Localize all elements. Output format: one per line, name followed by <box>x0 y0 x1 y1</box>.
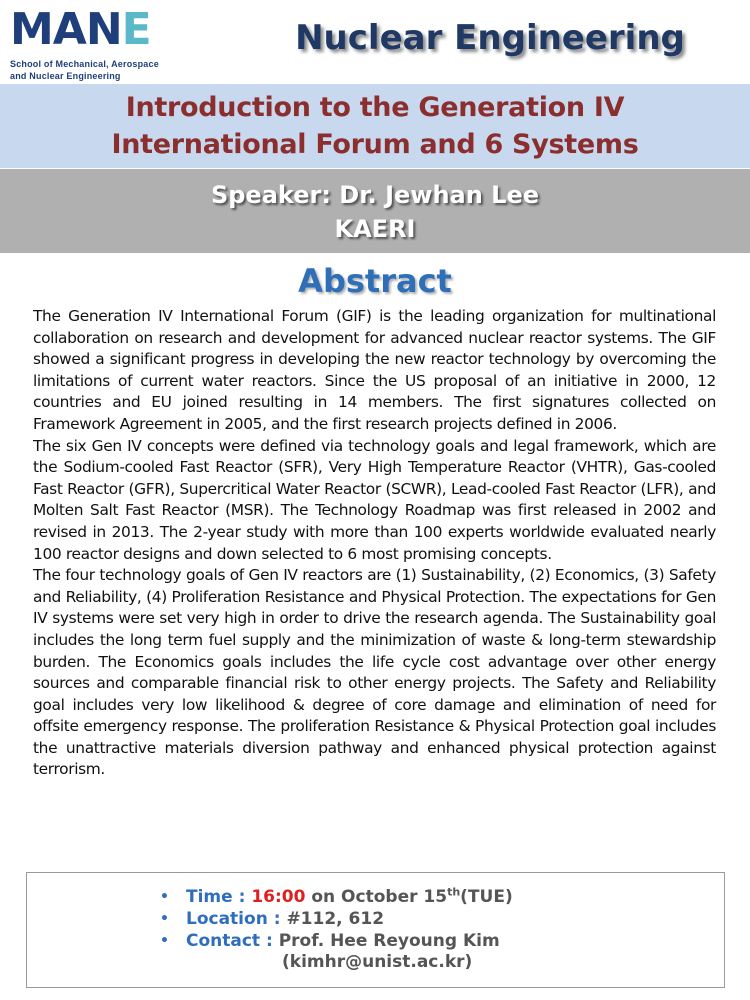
talk-title-line1: Introduction to the Generation IV <box>125 92 625 123</box>
contact-label: Contact : <box>186 931 273 951</box>
time-label: Time : <box>186 887 246 907</box>
contact-item <box>160 930 513 952</box>
contact-email-link[interactable]: (kimhr@unist.ac.kr) <box>282 952 473 972</box>
abstract-heading: Abstract <box>298 262 452 300</box>
location-value: #112, 612 <box>286 909 385 929</box>
bullet-icon: • <box>160 911 169 927</box>
logo-subtitle-line2: and Nuclear Engineering <box>10 71 121 81</box>
abstract-paragraph: The six Gen IV concepts were defined via technology goals and legal framework, which are the Sodium-cooled Fast Reactor (SFR), Very High Temperature Reactor (VHTR), Gas-cooled Fast Reactor (GFR), Supercritical Water Reactor (SCWR), Lead-cooled Fast Reactor (LFR), and Molten Salt Fast Reactor (MSR). The Technology Roadmap was first released in 2002 and revised in 2013. The 2-year study with more than 100 experts worldwide evaluated nearly 100 reactor designs and down selected to 6 most promising concepts. <box>33 436 716 563</box>
bullet-icon: • <box>160 889 169 905</box>
talk-title-line2: International Forum and 6 Systems <box>111 129 639 160</box>
speaker-name: Speaker: Dr. Jewhan Lee <box>210 181 540 209</box>
mane-logo <box>10 4 185 81</box>
abstract-paragraph: The four technology goals of Gen IV reactors are (1) Sustainability, (2) Economics, (3) Safety and Reliability, (4) Proliferation Resistance and Physical Protection. The expectations for Gen IV systems were set very high in order to drive the research agenda. The Sustainability goal includes the long term fuel supply and the minimization of waste & long-term stewardship burden. The Economics goals includes the life cycle cost advantage over other energy sources and comparable financial risk to other energy projects. The Safety and Reliability goal includes very low likelihood & degree of core damage and elimination of need for offsite emergency response. The proliferation Resistance & Physical Protection goal includes the unattractive materials diversion pathway and enhanced physical protection against terrorism. <box>33 566 716 779</box>
bullet-icon: • <box>160 933 169 949</box>
time-value: 16:00 <box>251 887 306 907</box>
weekday-value: (TUE) <box>460 887 513 907</box>
event-info-list <box>160 886 513 952</box>
contact-value: Prof. Hee Reyoung Kim <box>278 931 500 951</box>
logo-mark: MANE <box>10 4 151 55</box>
time-item <box>160 886 513 908</box>
department-heading: Nuclear Engineering <box>295 18 685 58</box>
location-label: Location : <box>186 909 281 929</box>
abstract-body <box>33 306 716 781</box>
date-value: on October 15 <box>311 887 448 907</box>
logo-subtitle-line1: School of Mechanical, Aerospace <box>10 59 159 69</box>
location-item <box>160 908 513 930</box>
abstract-paragraph: The Generation IV International Forum (GIF) is the leading organization for multinational collaboration on research and development for advanced nuclear reactor systems. The GIF showed a significant progress in developing the new reactor technology by overcoming the limitations of current water reactors. Since the US proposal of an initiative in 2000, 12 countries and EU joined resulting in 14 members. The first signatures collected on Framework Agreement in 2005, and the first research projects defined in 2006. <box>33 307 716 433</box>
speaker-affiliation: KAERI <box>334 215 416 243</box>
date-suffix: th <box>447 885 461 899</box>
